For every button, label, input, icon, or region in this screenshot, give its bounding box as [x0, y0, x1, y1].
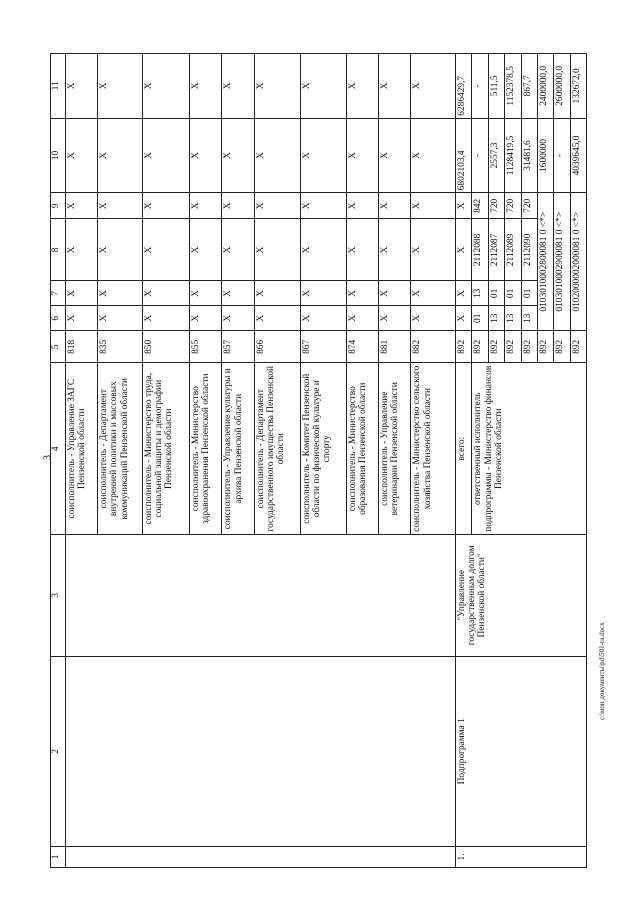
col-num: 4 [51, 363, 66, 534]
cell: X [346, 219, 378, 281]
cell: X [379, 54, 411, 119]
cell: X [98, 118, 143, 193]
cell: 892 [472, 331, 488, 363]
subprogram-name: Подпрограмма 1 [456, 656, 587, 846]
responsible-executor: ответственный исполнитель подпрограммы - Министерство финансов Пензенской области [472, 363, 587, 534]
col-num: 8 [51, 219, 66, 281]
cell: 2112088 [472, 219, 488, 281]
cell: X [300, 219, 346, 281]
code-cell: 882 [411, 331, 456, 363]
cell: X [142, 306, 189, 331]
cell: X [411, 193, 456, 219]
cell: 0103010002900081 0 <*> [554, 193, 570, 331]
cell: X [222, 193, 254, 219]
cell: X [190, 54, 222, 119]
cell: X [142, 281, 189, 306]
cell: X [379, 193, 411, 219]
cell: 13 [521, 306, 537, 331]
cell: X [98, 306, 143, 331]
cell: X [300, 281, 346, 306]
budget-table [50, 53, 587, 868]
cell: X [222, 54, 254, 119]
cell: X [98, 193, 143, 219]
cell: X [222, 306, 254, 331]
cell: 867,7 [521, 54, 537, 119]
cell: X [254, 54, 300, 119]
cell: X [190, 193, 222, 219]
col-num: 11 [51, 54, 66, 119]
cell: X [142, 219, 189, 281]
col-num: 2 [51, 656, 66, 846]
table-row [456, 54, 472, 868]
cell: 01 [488, 281, 504, 306]
cell: X [222, 281, 254, 306]
cell: X [456, 219, 472, 281]
cell: 132672,0 [570, 54, 586, 119]
executor-cell: соисполнитель - Департамент государственного имущества Пензенской области [254, 363, 300, 534]
empty-cell [65, 846, 455, 867]
cell: X [300, 54, 346, 119]
cell: 0102000002000081 0 <*> [570, 193, 586, 331]
cell: X [346, 193, 378, 219]
executor-cell: соисполнитель - Управление ветеринарии Пензенской области [379, 363, 411, 534]
cell: 511,5 [488, 54, 504, 119]
cell: X [98, 54, 143, 119]
cell: X [254, 281, 300, 306]
executor-cell: соисполнитель - Министерство сельского хозяйства Пензенской области [411, 363, 456, 534]
row-number: 1. [456, 846, 587, 867]
cell: X [65, 219, 97, 281]
code-cell: 874 [346, 331, 378, 363]
cell: X [65, 54, 97, 119]
cell: X [65, 193, 97, 219]
executor-cell: соисполнитель - Управление ЗАГС Пензенской области [65, 363, 97, 534]
cell: X [254, 193, 300, 219]
executor-cell: соисполнитель - Министерство здравоохранения Пензенской области [190, 363, 222, 534]
cell: X [346, 54, 378, 119]
col-num: 3 [51, 534, 66, 656]
column-number-row [51, 54, 66, 868]
cell: 2400000,0 [537, 54, 553, 119]
cell: X [346, 281, 378, 306]
cell: X [411, 118, 456, 193]
cell: X [142, 118, 189, 193]
cell: X [254, 306, 300, 331]
col-num: 5 [51, 331, 66, 363]
cell: 892 [570, 331, 586, 363]
cell: X [222, 219, 254, 281]
cell: X [190, 219, 222, 281]
code-cell: 835 [98, 331, 143, 363]
executor-cell: соисполнитель - Министерство образования Пензенской области [346, 363, 378, 534]
cell: 1600000 [537, 118, 553, 193]
empty-cell [65, 656, 455, 846]
cell: 13 [505, 306, 521, 331]
cell: X [222, 118, 254, 193]
cell: X [190, 306, 222, 331]
cell: X [190, 281, 222, 306]
cell: X [456, 193, 472, 219]
cell: 892 [505, 331, 521, 363]
code-cell: 866 [254, 331, 300, 363]
cell: 720 [488, 193, 504, 219]
cell: 720 [505, 193, 521, 219]
cell: 13 [488, 306, 504, 331]
cell: X [190, 118, 222, 193]
cell: X [379, 219, 411, 281]
cell: 1128419,5 [505, 118, 521, 193]
cell: X [411, 281, 456, 306]
cell: 2112089 [505, 219, 521, 281]
col-num: 10 [51, 118, 66, 193]
cell: X [65, 281, 97, 306]
cell: 01 [472, 306, 488, 331]
table-row [65, 54, 97, 868]
cell: 892 [488, 331, 504, 363]
cell: X [379, 306, 411, 331]
cell: 892 [554, 331, 570, 363]
file-path-footer: c:\мои документы\pd\501-ra.docx [598, 622, 606, 720]
cell: X [65, 306, 97, 331]
cell: X [300, 118, 346, 193]
subprogram-title: "Управление государственным долгом Пензенской области" [456, 534, 587, 656]
cell: X [456, 306, 472, 331]
executor-cell: соисполнитель - Министерство труда, социальной защиты и демографии Пензенской области [142, 363, 189, 534]
col-num: 9 [51, 193, 66, 219]
code-cell: 867 [300, 331, 346, 363]
cell: 842 [472, 193, 488, 219]
executor-cell: соисполнитель - Департамент внутренней политики и массовых коммуникаций Пензенской области [98, 363, 143, 534]
cell: 31481,6 [521, 118, 537, 193]
code-cell: 818 [65, 331, 97, 363]
page-number: 3 [42, 455, 54, 460]
code-cell: 850 [142, 331, 189, 363]
cell: - [472, 54, 488, 119]
cell: X [346, 118, 378, 193]
cell: 4039645,0 [570, 118, 586, 193]
cell: 1152378,5 [505, 54, 521, 119]
cell: 2112087 [488, 219, 504, 281]
cell: X [346, 306, 378, 331]
cell: X [456, 281, 472, 306]
col-num: 6 [51, 306, 66, 331]
cell: X [65, 118, 97, 193]
cell: 2600000,0 [554, 54, 570, 119]
cell: - [554, 118, 570, 193]
cell: X [300, 193, 346, 219]
cell: X [411, 54, 456, 119]
cell: X [98, 219, 143, 281]
code-cell: 881 [379, 331, 411, 363]
cell: 892 [521, 331, 537, 363]
cell: 892 [537, 331, 553, 363]
executor-cell: соисполнитель - Комитет Пензенской области по физической культуре и спорту [300, 363, 346, 534]
cell: 892 [456, 331, 472, 363]
rotated-table-container [50, 53, 587, 868]
cell: X [379, 118, 411, 193]
cell: 2112090 [521, 219, 537, 281]
code-cell: 857 [222, 331, 254, 363]
executor-cell: соисполнитель - Управление культуры и архива Пензенской области [222, 363, 254, 534]
cell: 13 [472, 281, 488, 306]
cell: X [142, 193, 189, 219]
cell: X [142, 54, 189, 119]
cell: 6802103,4 [456, 118, 472, 193]
cell: X [411, 306, 456, 331]
code-cell: 855 [190, 331, 222, 363]
cell: 2557,3 [488, 118, 504, 193]
cell: 0103010002800081 0 <*> [537, 193, 553, 331]
cell: 01 [521, 281, 537, 306]
cell: X [379, 281, 411, 306]
cell: - [472, 118, 488, 193]
cell: 720 [521, 193, 537, 219]
empty-cell [65, 534, 455, 656]
cell: X [254, 219, 300, 281]
cell: 01 [505, 281, 521, 306]
cell: 6286429,7 [456, 54, 472, 119]
cell: X [254, 118, 300, 193]
cell: X [300, 306, 346, 331]
total-label: всего: [456, 363, 472, 534]
cell: X [411, 219, 456, 281]
col-num: 7 [51, 281, 66, 306]
cell: X [98, 281, 143, 306]
col-num: 1 [51, 846, 66, 867]
